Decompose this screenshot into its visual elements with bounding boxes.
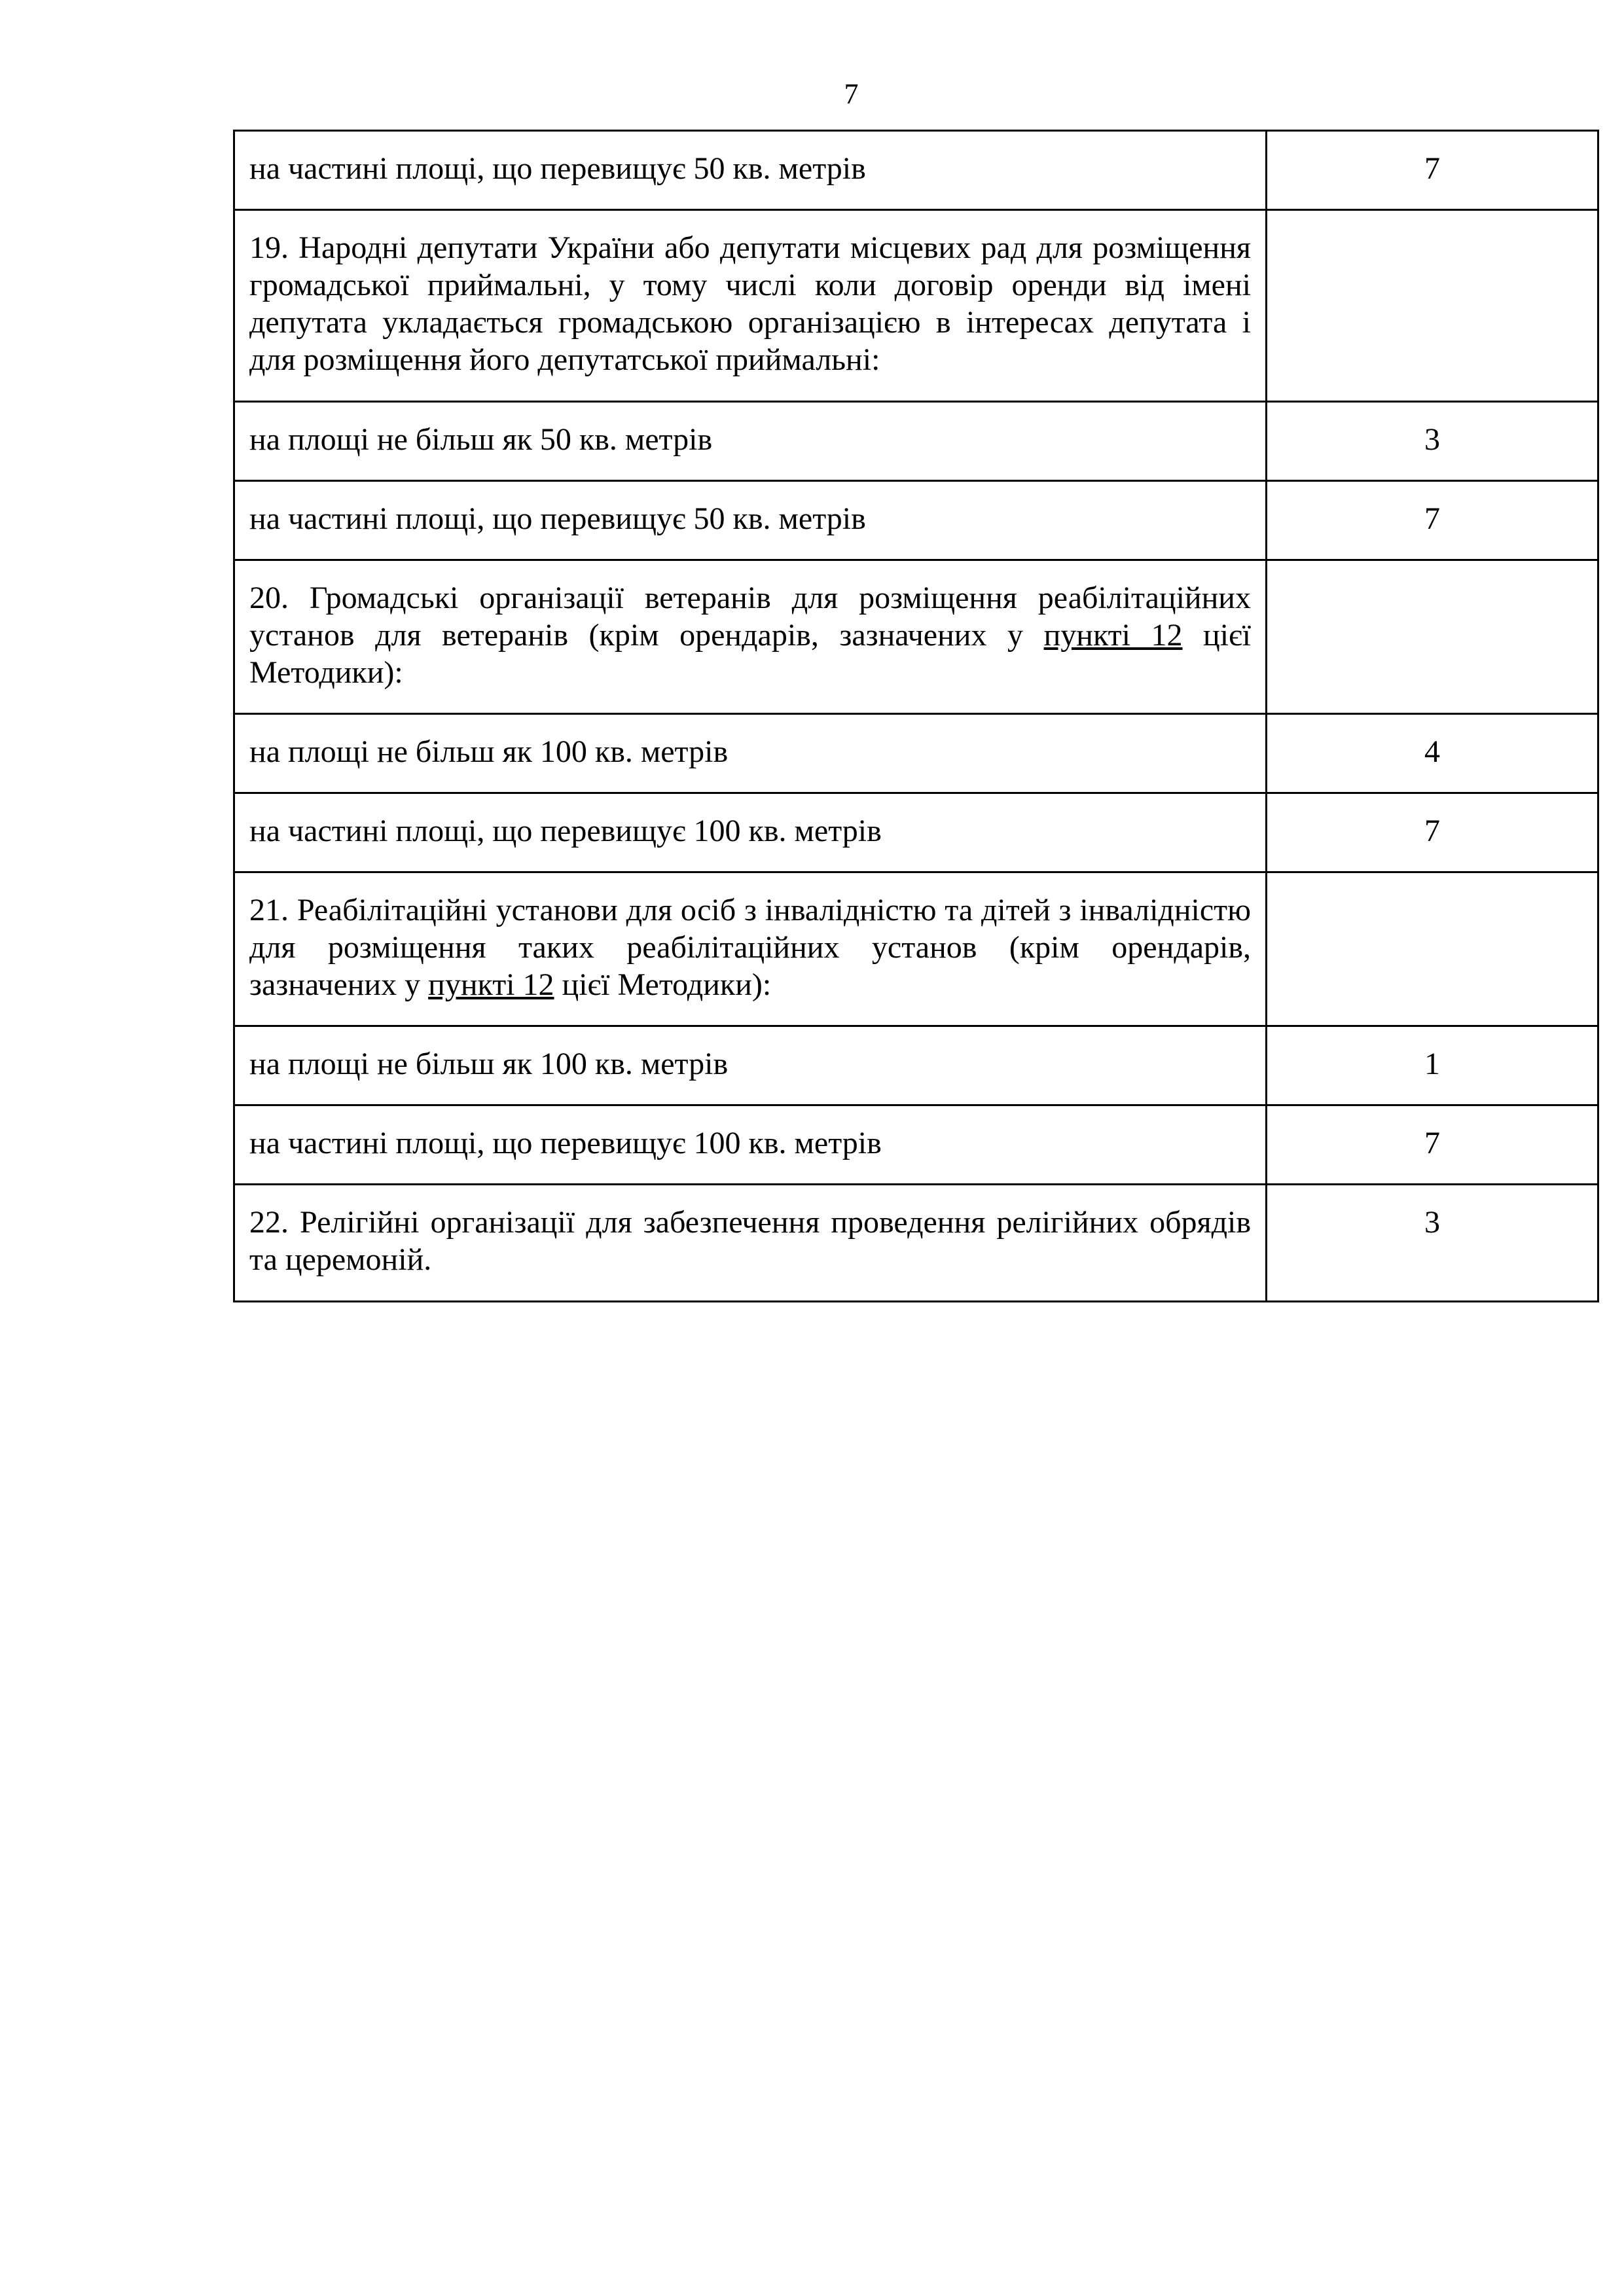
row-value xyxy=(1267,210,1598,402)
row-text: 22. Релігійні організації для забезпечення проведення релігійних обрядів та церемоній. xyxy=(234,1185,1267,1302)
row-text: на частині площі, що перевищує 50 кв. метрів xyxy=(234,131,1267,210)
row-text: на частині площі, що перевищує 100 кв. метрів xyxy=(234,1105,1267,1185)
table-row xyxy=(234,210,1598,402)
row-value: 4 xyxy=(1267,714,1598,793)
row-value: 7 xyxy=(1267,1105,1598,1185)
row-text: 19. Народні депутати України або депутати місцевих рад для розміщення громадської приймальні, у тому числі коли договір оренди від імені депутата укладається громадською організацією в інтересах депутата і для розміщення його депутатської приймальні: xyxy=(234,210,1267,402)
row-text xyxy=(234,560,1267,714)
table-row xyxy=(234,714,1598,793)
table-row xyxy=(234,560,1598,714)
table-row xyxy=(234,1185,1598,1302)
row-text xyxy=(234,872,1267,1026)
row-value xyxy=(1267,872,1598,1026)
table-row xyxy=(234,793,1598,872)
table-row xyxy=(234,131,1598,210)
table-row xyxy=(234,481,1598,560)
row-text: на частині площі, що перевищує 50 кв. метрів xyxy=(234,481,1267,560)
row-value: 1 xyxy=(1267,1026,1598,1105)
table-row xyxy=(234,1026,1598,1105)
row-value: 3 xyxy=(1267,402,1598,481)
row-value: 3 xyxy=(1267,1185,1598,1302)
row-value: 7 xyxy=(1267,131,1598,210)
link-punkt-12[interactable]: пункті 12 xyxy=(428,967,554,1002)
row-text: на площі не більш як 100 кв. метрів xyxy=(234,714,1267,793)
row-text: на частині площі, що перевищує 100 кв. метрів xyxy=(234,793,1267,872)
table-row xyxy=(234,872,1598,1026)
table-row xyxy=(234,1105,1598,1185)
page-number: 7 xyxy=(844,78,859,110)
rates-table xyxy=(233,130,1599,1302)
row-text: на площі не більш як 100 кв. метрів xyxy=(234,1026,1267,1105)
row-value: 7 xyxy=(1267,481,1598,560)
text-after: цієї Методики): xyxy=(554,967,772,1002)
text-after: цієї Методики): xyxy=(249,618,1252,690)
row-value: 7 xyxy=(1267,793,1598,872)
text-before: 21. Реабілітаційні установи для осіб з інвалідністю та дітей з інвалідністю для розміщення таких реабілітаційних установ (крім орендарів, зазначених у xyxy=(249,893,1251,1002)
row-value xyxy=(1267,560,1598,714)
table-row xyxy=(234,402,1598,481)
text-before: 20. Громадські організації ветеранів для розміщення реабілітаційних установ для ветеранів (крім орендарів, зазначених у xyxy=(249,581,1251,653)
link-punkt-12[interactable]: пункті 12 xyxy=(1043,618,1183,653)
row-text: на площі не більш як 50 кв. метрів xyxy=(234,402,1267,481)
